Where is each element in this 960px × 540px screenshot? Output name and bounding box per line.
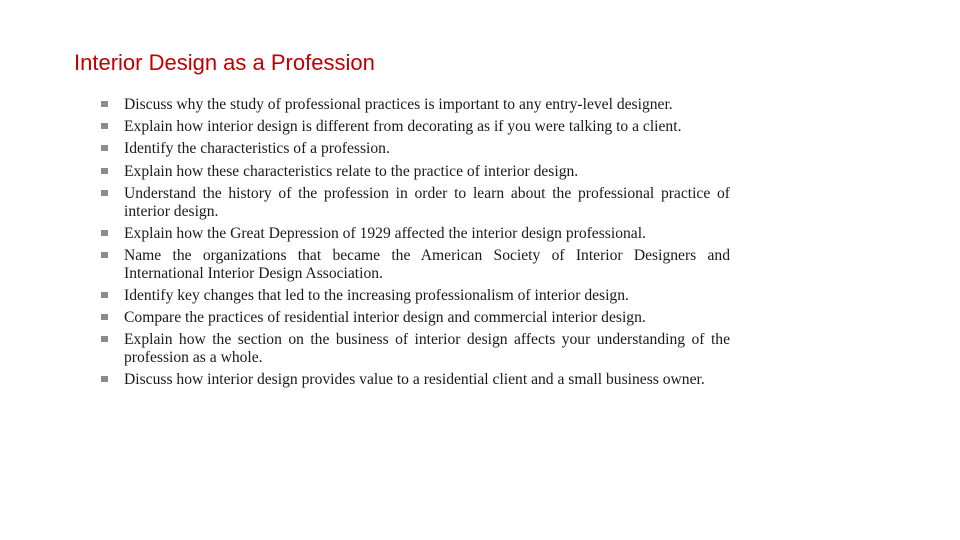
list-item-text: Name the organizations that became the American Society of Interior Designers and International Interior Design Association. bbox=[124, 246, 730, 282]
square-bullet-icon bbox=[101, 101, 108, 107]
square-bullet-icon bbox=[101, 292, 108, 298]
square-bullet-icon bbox=[101, 252, 108, 258]
list-item bbox=[98, 185, 730, 220]
list-item-text: Understand the history of the profession in order to learn about the professional practice of interior design. bbox=[124, 184, 730, 220]
list-item-text: Discuss how interior design provides value to a residential client and a small business owner. bbox=[124, 371, 705, 389]
list-item-text: Compare the practices of residential interior design and commercial interior design. bbox=[124, 309, 646, 327]
square-bullet-icon bbox=[101, 314, 108, 320]
list-item bbox=[98, 140, 730, 158]
slide-title: Interior Design as a Profession bbox=[74, 50, 375, 75]
list-item-text: Identify key changes that led to the increasing professionalism of interior design. bbox=[124, 286, 629, 304]
objectives-list bbox=[98, 96, 730, 393]
list-item bbox=[98, 96, 730, 114]
square-bullet-icon bbox=[101, 336, 108, 342]
square-bullet-icon bbox=[101, 230, 108, 236]
square-bullet-icon bbox=[101, 168, 108, 174]
list-item bbox=[98, 309, 730, 327]
list-item-text: Identify the characteristics of a profession. bbox=[124, 140, 390, 158]
list-item-text: Explain how the section on the business of interior design affects your understanding of the profession as a whole. bbox=[124, 331, 730, 366]
list-item-text: Discuss why the study of professional practices is important to any entry-level designer. bbox=[124, 96, 673, 113]
square-bullet-icon bbox=[101, 145, 108, 151]
list-item bbox=[98, 163, 730, 181]
list-item bbox=[98, 118, 730, 136]
square-bullet-icon bbox=[101, 123, 108, 129]
list-item-text: Explain how these characteristics relate to the practice of interior design. bbox=[124, 162, 579, 180]
list-item-text: Explain how interior design is different from decorating as if you were talking to a client. bbox=[124, 118, 682, 136]
list-item bbox=[98, 371, 730, 389]
list-item bbox=[98, 247, 730, 282]
list-item bbox=[98, 225, 730, 243]
list-item bbox=[98, 331, 730, 366]
list-item bbox=[98, 287, 730, 305]
list-item-text: Explain how the Great Depression of 1929 affected the interior design professional. bbox=[124, 224, 646, 242]
square-bullet-icon bbox=[101, 376, 108, 382]
square-bullet-icon bbox=[101, 190, 108, 196]
